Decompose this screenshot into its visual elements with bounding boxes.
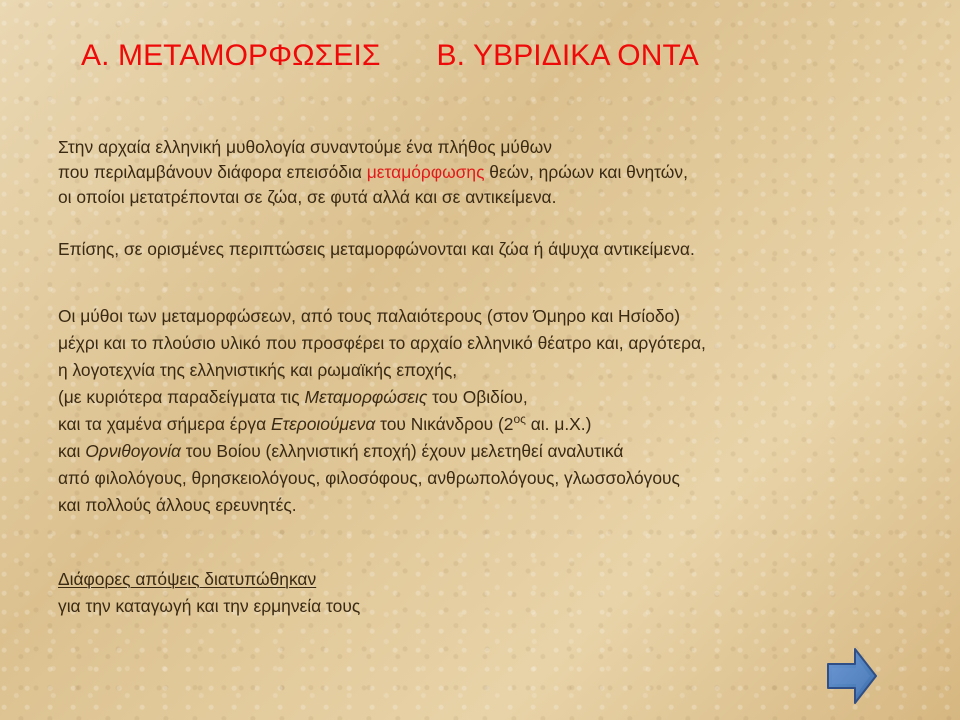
intro-line-1: Στην αρχαία ελληνική μυθολογία συναντούμε ένα πλήθος μύθων — [58, 137, 552, 157]
myths-line-5-before: και τα χαμένα σήμερα έργα — [58, 414, 271, 434]
boio-work-title: Ορνιθογονία — [85, 441, 181, 461]
myths-line-2: μέχρι και το πλούσιο υλικό που προσφέρει το αρχαίο ελληνικό θέατρο και, αργότερα, — [58, 333, 706, 353]
ordinal-superscript: ος — [513, 412, 526, 427]
nikander-work-title: Ετεροιούμενα — [271, 414, 376, 434]
right-arrow-icon — [827, 647, 877, 705]
ovid-work-title: Μεταμορφώσεις — [304, 387, 428, 407]
myths-line-4-after: του Οβιδίου, — [427, 387, 528, 407]
title-part-a: Α. ΜΕΤΑΜΟΡΦΩΣΕΙΣ — [81, 39, 381, 72]
closing-line-1: Διάφορες απόψεις διατυπώθηκαν — [58, 569, 317, 589]
metamorphosis-highlight: μεταμόρφωσης — [366, 162, 485, 182]
intro-line-4: Επίσης, σε ορισμένες περιπτώσεις μεταμορφώνονται και ζώα ή άψυχα αντικείμενα. — [58, 239, 695, 259]
myths-line-4-before: (με κυριότερα παραδείγματα τις — [58, 387, 305, 407]
myths-line-6-after: του Βοίου (ελληνιστική εποχή) έχουν μελετηθεί αναλυτικά — [180, 441, 624, 461]
next-slide-button[interactable] — [827, 647, 877, 705]
intro-line-2 — [58, 160, 878, 185]
myths-line-5-middle: του Νικάνδρου (2 — [375, 414, 514, 434]
myths-line-6 — [58, 438, 923, 465]
myths-line-7: από φιλολόγους, θρησκειολόγους, φιλοσόφους, ανθρωπολόγους, γλωσσολόγους — [58, 468, 680, 488]
myths-line-3: η λογοτεχνία της ελληνιστικής και ρωμαϊκής εποχής, — [58, 360, 458, 380]
myths-paragraph — [58, 303, 923, 519]
myths-line-6-before: και — [58, 441, 86, 461]
slide-title — [81, 28, 901, 84]
myths-line-1: Οι μύθοι των μεταμορφώσεων, από τους παλαιότερους (στον Όμηρο και Ησίοδο) — [58, 306, 681, 326]
title-part-b: Β. ΥΒΡΙΔΙΚΑ ΟΝΤΑ — [436, 39, 699, 72]
closing-text — [58, 566, 578, 620]
myths-line-8: και πολλούς άλλους ερευνητές. — [58, 495, 297, 515]
intro-line-2-before: που περιλαμβάνουν διάφορα επεισόδια — [58, 162, 367, 182]
myths-line-5 — [58, 411, 923, 438]
intro-paragraph — [58, 135, 878, 262]
myths-line-4 — [58, 384, 923, 411]
myths-line-5-after: αι. μ.Χ.) — [525, 414, 592, 434]
intro-line-2-after: θεών, ηρώων και θνητών, — [484, 162, 688, 182]
intro-line-3: οι οποίοι μετατρέπονται σε ζώα, σε φυτά αλλά και σε αντικείμενα. — [58, 187, 557, 207]
closing-line-2: για την καταγωγή και την ερμηνεία τους — [58, 596, 361, 616]
intro-paragraph-gap — [58, 210, 878, 237]
